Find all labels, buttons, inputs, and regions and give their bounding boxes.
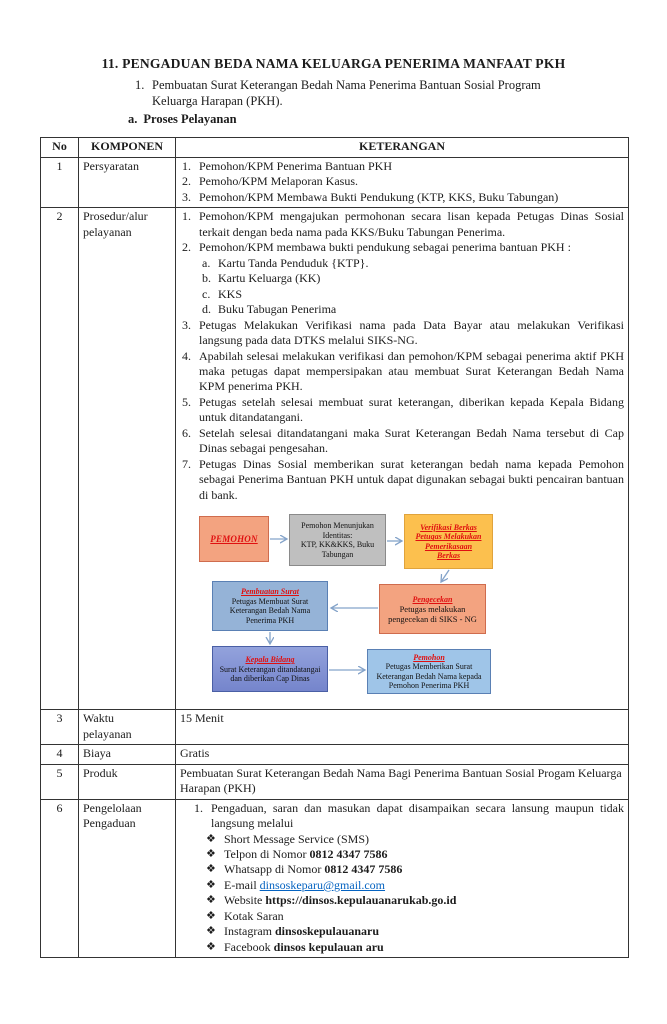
contact-sms: ❖ Short Message Service (SMS) <box>206 831 369 846</box>
page-title: 11. PENGADUAN BEDA NAMA KELUARGA PENERIMA MANFAAT PKH <box>101 56 566 71</box>
diamond-bullet-icon: ❖ <box>206 847 216 860</box>
col-header-no: No <box>41 138 79 157</box>
sub-list-item: d. Buku Tabugan Penerima <box>202 302 337 317</box>
row-keterangan: Pembuatan Surat Keterangan Bedah Nama Bagi Penerima Bantuan Sosial Progam Keluarga Harapan (PKH) <box>176 764 629 799</box>
row-komponen: Produk <box>79 764 176 799</box>
contact-kotak-saran: ❖ Kotak Saran <box>206 908 284 923</box>
flowchart-box-pemohon-akhir: Pemohon Petugas Memberikan Surat Keterangan Bedah Nama kepada Pemohon Penerima PKH <box>367 649 491 694</box>
arrow-verifikasi-pengecekan <box>441 570 449 582</box>
diamond-bullet-icon: ❖ <box>206 863 216 876</box>
row-no: 1 <box>41 157 79 207</box>
flowchart-box-pembuatan-surat: Pembuatan Surat Petugas Membuat Surat Keterangan Bedah Nama Penerima PKH <box>212 581 328 631</box>
row-no: 5 <box>41 764 79 799</box>
process-flowchart <box>195 509 515 705</box>
row-komponen: Waktu pelayanan <box>79 710 176 745</box>
intro-number: 1. <box>135 77 145 92</box>
list-item: 4. Apabilah selesai melakukan verifikasi dan pemohon/KPM sebagai penerima aktif PKH maka petugas dapat mempersipakan atau membuat Surat Keterangan Bedah Nama KPM penerima PKH. <box>182 348 624 394</box>
row-keterangan: Gratis <box>176 745 629 764</box>
row-keterangan <box>176 208 629 710</box>
list-item: 3. Petugas Melakukan Verifikasi nama pada Data Bayar atau melakukan Verifikasi langsung pada data DTKS melalui SIKS-NG. <box>182 317 624 348</box>
row-komponen: Biaya <box>79 745 176 764</box>
list-item: 3. Pemohon/KPM Membawa Bukti Pendukung (KTP, KKS, Buku Tabungan) <box>182 189 559 204</box>
list-item: 6. Setelah selesai ditandatangani maka Surat Keterangan Bedah Nama tersebut di Cap Dinas sebagai pengesahan. <box>182 425 624 456</box>
col-header-komponen: KOMPONEN <box>79 138 176 157</box>
table-row-biaya <box>41 745 629 764</box>
row-no: 6 <box>41 799 79 958</box>
contact-website: ❖ Website https://dinsos.kepulauanarukab.go.id <box>206 893 457 908</box>
list-item: 2. Pemohon/KPM membawa bukti pendukung sebagai penerima bantuan PKH : <box>182 240 571 255</box>
section-title: Proses Pelayanan <box>143 112 237 127</box>
list-item: 5. Petugas setelah selesai membuat surat keterangan, diberikan kepada Kepala Bidang untuk ditandatangani. <box>182 394 624 425</box>
diamond-bullet-icon: ❖ <box>206 909 216 922</box>
sub-list-item: a. Kartu Tanda Penduduk {KTP}. <box>202 255 369 270</box>
diamond-bullet-icon: ❖ <box>206 894 216 907</box>
contact-phone: ❖ Telpon di Nomor 0812 4347 7586 <box>206 846 388 861</box>
flowchart-box-verifikasi: Verifikasi Berkas Petugas Melakukan Pemerikasaan Berkas <box>404 514 493 569</box>
diamond-bullet-icon: ❖ <box>206 925 216 938</box>
table-row-persyaratan <box>41 157 629 207</box>
diamond-bullet-icon: ❖ <box>206 878 216 891</box>
sub-list-item: b. Kartu Keluarga (KK) <box>202 271 321 286</box>
table-row-produk <box>41 764 629 799</box>
email-link[interactable]: dinsoskeparu@gmail.com <box>259 877 386 892</box>
intro-item <box>135 77 576 110</box>
contact-instagram: ❖ Instagram dinsoskepulauanaru <box>206 924 380 939</box>
list-item: 7. Petugas Dinas Sosial memberikan surat keterangan bedah nama kepada Pemohon sebagai Penerima Bantuan PKH untuk dapat digunakan sebagai bukti pencairan bantuan di bank. <box>182 456 624 502</box>
sub-list-item: c. KKS <box>202 286 243 301</box>
table-row-prosedur <box>41 208 629 710</box>
col-header-keterangan: KETERANGAN <box>176 138 629 157</box>
flowchart-box-pemohon: PEMOHON <box>199 516 269 562</box>
flowchart-box-pengecekan: Pengecekan Petugas melakukan pengecekan di SIKS - NG <box>379 584 486 634</box>
row-keterangan <box>176 799 629 958</box>
flowchart-box-kepala-bidang: Kepala Bidang Surat Keterangan ditandatangai dan diberikan Cap Dinas <box>212 646 328 692</box>
table-header-row <box>41 138 629 157</box>
service-table <box>40 137 629 958</box>
row-komponen: Persyaratan <box>79 157 176 207</box>
table-row-waktu <box>41 710 629 745</box>
list-item: 1. Pemohon/KPM mengajukan permohonan secara lisan kepada Petugas Dinas Sosial terkait dengan beda nama pada KKS/Buku Tabungan Penerima. <box>182 209 624 239</box>
contact-email: ❖ E-mail dinsoskeparu@gmail.com <box>206 877 386 892</box>
row-keterangan <box>176 157 629 207</box>
list-item: 1. Pengaduan, saran dan masukan dapat disampaikan secara lansung maupun tidak langsung melalui <box>194 800 624 831</box>
row-keterangan: 15 Menit <box>176 710 629 745</box>
row-komponen: Pengelolaan Pengaduan <box>79 799 176 958</box>
contact-facebook: ❖ Facebook dinsos kepulauan aru <box>206 939 384 954</box>
diamond-bullet-icon: ❖ <box>206 832 216 845</box>
contact-whatsapp: ❖ Whatsapp di Nomor 0812 4347 7586 <box>206 862 403 877</box>
intro-text: Pembuatan Surat Keterangan Bedah Nama Penerima Bantuan Sosial Program Keluarga Harapan (PKH). <box>152 77 541 109</box>
list-item: 1. Pemohon/KPM Penerima Bantuan PKH <box>182 158 392 173</box>
row-no: 4 <box>41 745 79 764</box>
flowchart-box-identitas: Pemohon Menunjukan Identitas: KTP, KK&KKS, Buku Tabungan <box>289 514 386 566</box>
section-letter: a. <box>128 112 138 127</box>
row-no: 2 <box>41 208 79 710</box>
row-komponen: Prosedur/alur pelayanan <box>79 208 176 710</box>
list-item: 2. Pemoho/KPM Melaporan Kasus. <box>182 174 358 189</box>
section-heading <box>128 112 667 127</box>
table-row-pengaduan <box>41 799 629 958</box>
diamond-bullet-icon: ❖ <box>206 940 216 953</box>
row-no: 3 <box>41 710 79 745</box>
